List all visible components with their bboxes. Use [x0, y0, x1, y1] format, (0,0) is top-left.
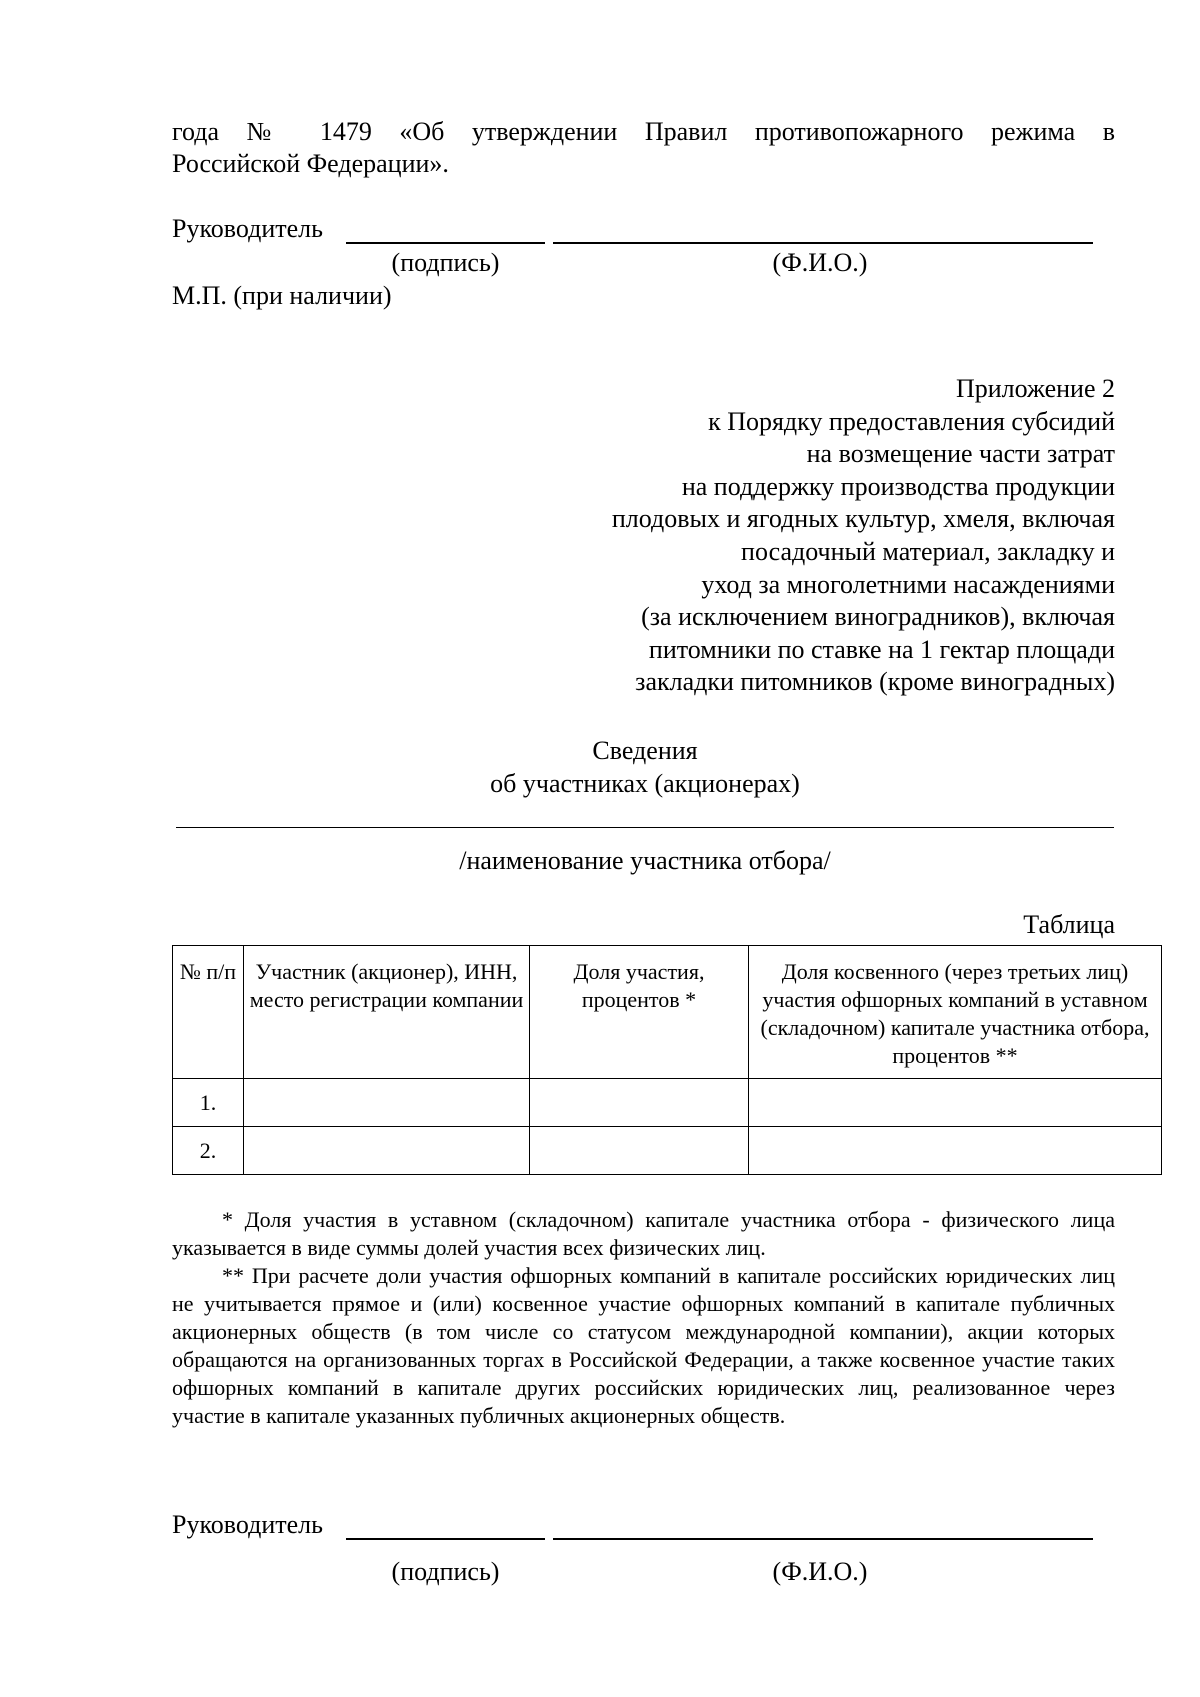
table-header-row: [173, 946, 1162, 1079]
document-title: Сведения: [592, 736, 698, 765]
appendix-line: (за исключением виноградников), включая: [641, 602, 1115, 632]
appendix-line: на поддержку производства продукции: [681, 471, 1115, 501]
table-cell: [749, 1127, 1162, 1175]
participants-table: [172, 945, 1162, 1175]
table-cell: 1.: [173, 1079, 244, 1127]
appendix-line: питомники по ставке на 1 гектар площади: [648, 634, 1115, 664]
signature-line-2: [346, 1538, 545, 1540]
appendix-line: посадочный материал, закладку и: [741, 536, 1115, 566]
stamp-note: М.П. (при наличии): [172, 281, 392, 310]
table-cell: [244, 1127, 530, 1175]
table-row: [173, 1079, 1162, 1127]
appendix-line: закладки питомников (кроме виноградных): [635, 667, 1115, 697]
signature-label: Руководитель: [172, 214, 323, 243]
appendix-line: на возмещение части затрат: [806, 439, 1115, 469]
table-row: [173, 1127, 1162, 1175]
footnote-1: * Доля участия в уставном (складочном) капитале участника отбора - физического лица указывается в виде суммы долей участия всех физических лиц.: [172, 1207, 1115, 1260]
appendix-block: [520, 373, 1115, 699]
appendix-line: к Порядку предоставления субсидий: [708, 406, 1115, 436]
document-subtitle: об участниках (акционерах): [490, 769, 800, 798]
table-label: Таблица: [1023, 910, 1115, 939]
header-cell-share: Доля участия, процентов *: [530, 946, 749, 1079]
header-cell-number: № п/п: [173, 946, 244, 1079]
table-cell: [749, 1079, 1162, 1127]
header-cell-offshore-share: Доля косвенного (через третьих лиц) участия офшорных компаний в уставном (складочном) капитале участника отбора, процентов **: [749, 946, 1162, 1079]
name-caption-2: (Ф.И.О.): [772, 1557, 868, 1586]
appendix-line: плодовых и ягодных культур, хмеля, включая: [611, 504, 1115, 534]
signature-caption: (подпись): [391, 248, 500, 277]
table-cell: 2.: [173, 1127, 244, 1175]
participant-name-line: [176, 827, 1114, 828]
top-paragraph-line-1: года № 1479 «Об утверждении Правил противопожарного режима в: [172, 117, 1115, 146]
top-paragraph-line-2: Российской Федерации».: [172, 149, 449, 178]
header-cell-participant: Участник (акционер), ИНН, место регистрации компании: [244, 946, 530, 1079]
table-cell: [244, 1079, 530, 1127]
footnotes: [172, 1206, 1115, 1430]
name-line-2: [553, 1538, 1093, 1540]
participant-name-caption: /наименование участника отбора/: [459, 846, 831, 875]
table-cell: [530, 1127, 749, 1175]
name-line: [553, 242, 1093, 244]
signature-label-2: Руководитель: [172, 1510, 323, 1539]
appendix-line: Приложение 2: [955, 374, 1115, 403]
footnote-2: ** При расчете доли участия офшорных компаний в капитале российских юридических лиц не учитывается прямое и (или) косвенное участие офшорных компаний в капитале публичных акционерных обществ (в том числе со статусом международной компании), акции которых обращаются на организованных торгах в Российской Федерации, а также косвенное участие таких офшорных компаний в капитале других российских юридических лиц, реализованное через участие в капитале указанных публичных акционерных обществ.: [172, 1263, 1115, 1428]
table-cell: [530, 1079, 749, 1127]
name-caption: (Ф.И.О.): [772, 248, 868, 277]
appendix-line: уход за многолетними насаждениями: [701, 569, 1115, 599]
signature-caption-2: (подпись): [391, 1557, 500, 1586]
signature-line: [346, 242, 545, 244]
